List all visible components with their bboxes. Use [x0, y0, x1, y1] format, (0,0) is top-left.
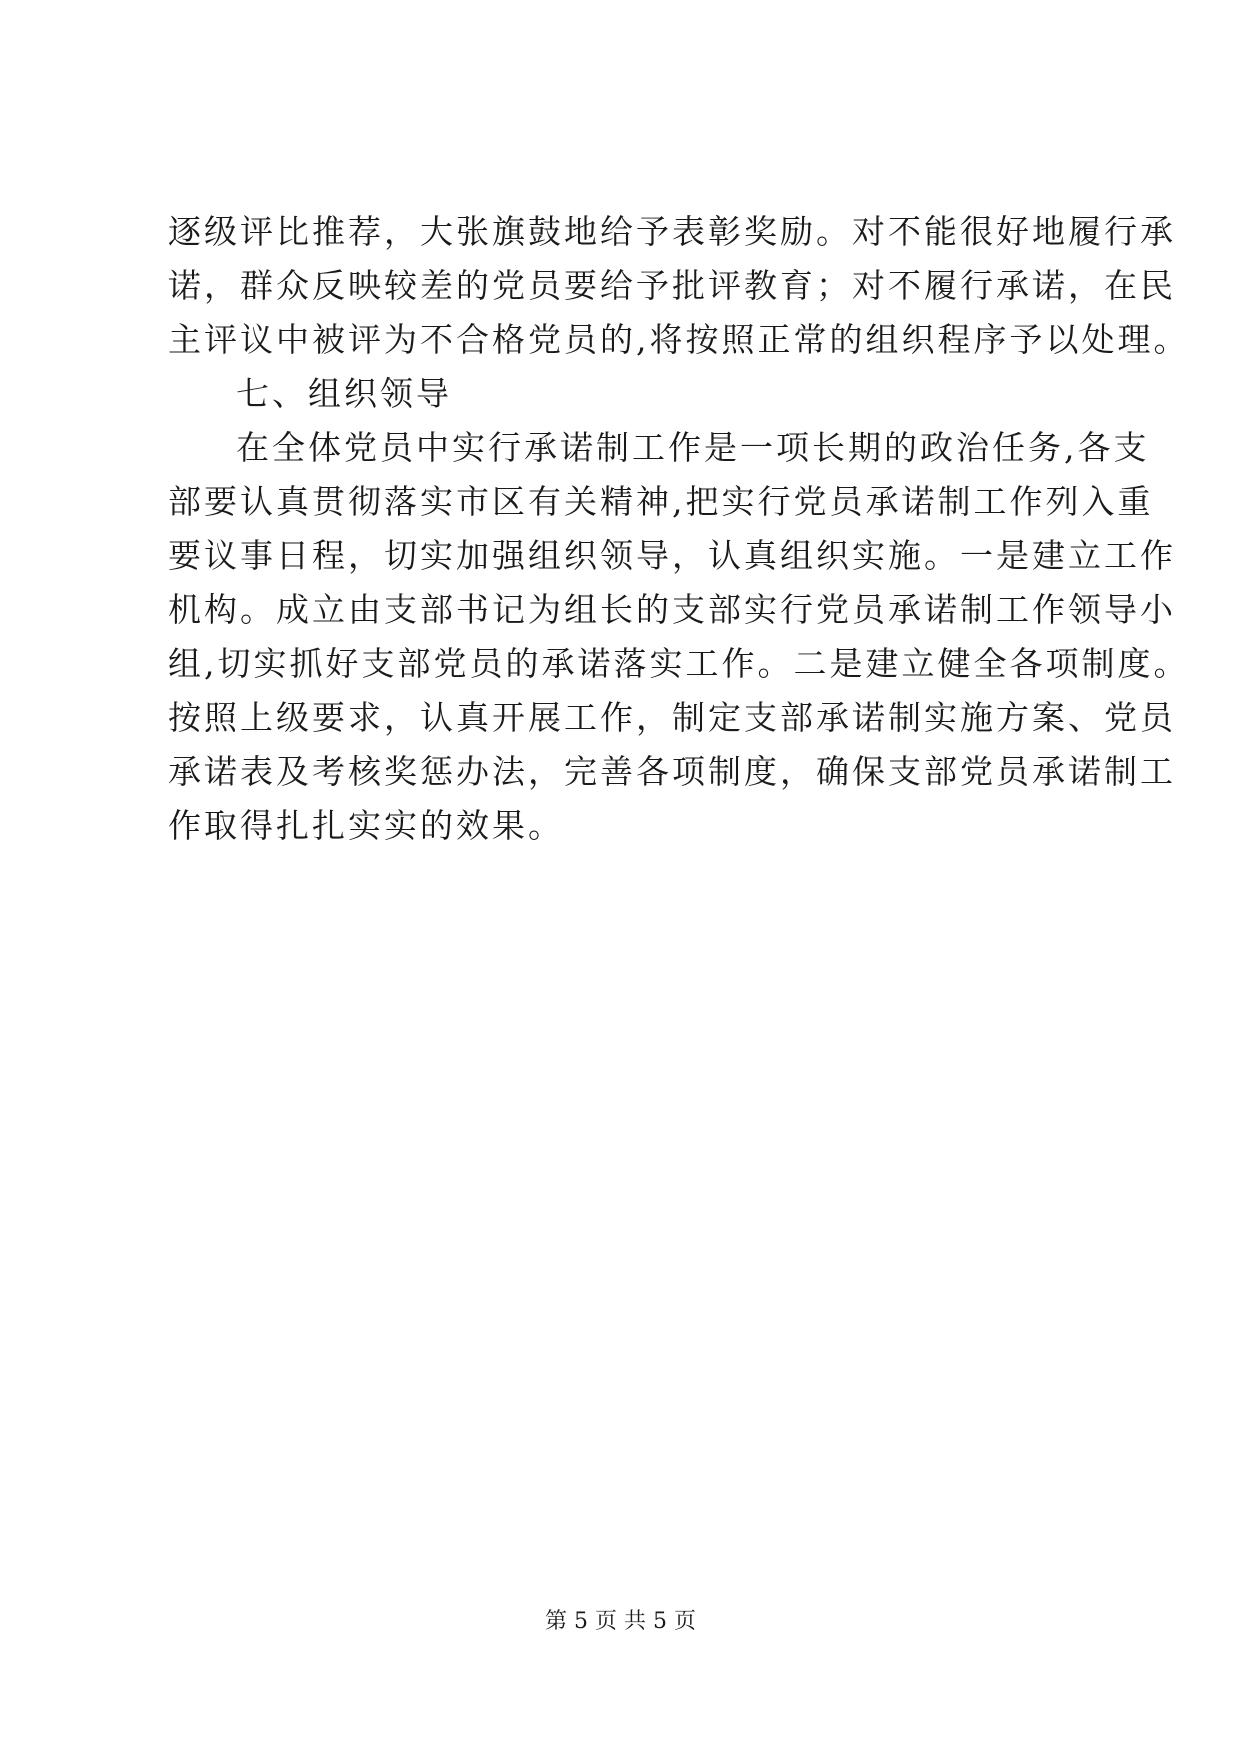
page-number-footer: 第 5 页 共 5 页 — [545, 1609, 696, 1634]
paragraph-line: 机构。成立由支部书记为组长的支部实行党员承诺制工作领导小 — [168, 590, 1176, 629]
paragraph-line: 组,切实抓好支部党员的承诺落实工作。二是建立健全各项制度。 — [168, 644, 1190, 683]
text-line: 诺，群众反映较差的党员要给予批评教育；对不履行承诺，在民 — [168, 266, 1176, 305]
paragraph-line: 要议事日程，切实加强组织领导，认真组织实施。一是建立工作 — [168, 536, 1176, 575]
text-line: 主评议中被评为不合格党员的,将按照正常的组织程序予以处理。 — [168, 320, 1190, 359]
paragraph-line: 承诺表及考核奖惩办法，完善各项制度，确保支部党员承诺制工 — [168, 752, 1176, 791]
paragraph-line: 在全体党员中实行承诺制工作是一项长期的政治任务,各支 — [236, 428, 1150, 467]
paragraph-line: 作取得扎扎实实的效果。 — [168, 806, 564, 845]
paragraph-line: 按照上级要求，认真开展工作，制定支部承诺制实施方案、党员 — [168, 698, 1176, 737]
text-line: 逐级评比推荐，大张旗鼓地给予表彰奖励。对不能很好地履行承 — [168, 212, 1176, 251]
section-heading: 七、组织领导 — [236, 374, 452, 413]
document-body — [168, 205, 1190, 853]
paragraph-line: 部要认真贯彻落实市区有关精神,把实行党员承诺制工作列入重 — [168, 482, 1154, 521]
